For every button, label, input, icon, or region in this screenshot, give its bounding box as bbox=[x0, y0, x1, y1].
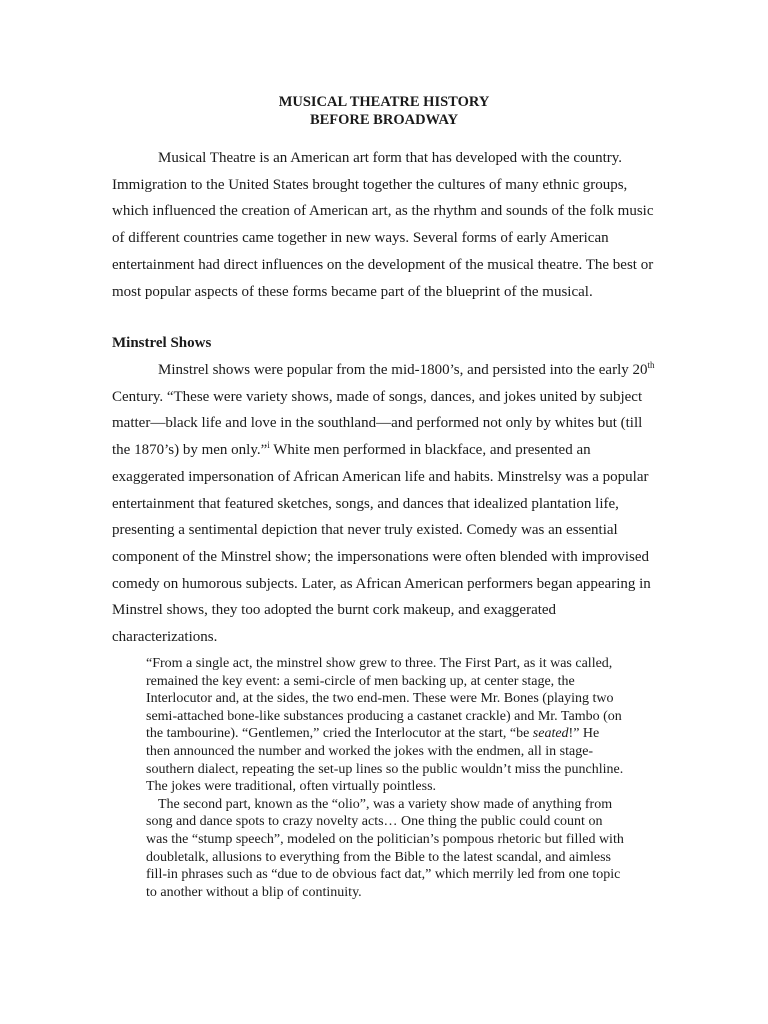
quote-text-1b: !” He then announced the number and worked the jokes with the endmen, all in stage-southern dialect, repeating the set-up lines so the public wouldn’t miss the punchline. The jokes were traditional, often virtually pointless. bbox=[146, 726, 624, 795]
quote-paragraph-1 bbox=[146, 655, 626, 796]
intro-paragraph: Musical Theatre is an American art form that has developed with the country. Immigration to the United States brought together the cultures of many ethnic groups, which influenced the creation of American art, as the rhythm and sounds of the folk music of different countries came together in new ways. Several forms of early American entertainment had direct influences on the development of the musical theatre. The best or most popular aspects of these forms became part of the blueprint of the musical. bbox=[112, 150, 654, 300]
minstrel-text-start: Minstrel shows were popular from the mid-1800’s, and persisted into the early 20 bbox=[158, 362, 648, 378]
quote-emphasis: seated bbox=[532, 726, 569, 742]
block-quote bbox=[146, 655, 626, 901]
quote-text-1a: “From a single act, the minstrel show grew to three. The First Part, as it was called, remained the key event: a semi-circle of men backing up, at center stage, the Interlocutor and, at the sides, the two end-men. These were Mr. Bones (playing two semi-attached bone-like substances producing a castanet crackle) and Mr. Tambo (on the tambourine). “Gentlemen,” cried the Interlocutor at the start, “be bbox=[146, 656, 622, 742]
minstrel-section bbox=[112, 357, 657, 651]
ordinal-superscript: th bbox=[647, 360, 655, 370]
title-line-2: BEFORE BROADWAY bbox=[309, 112, 459, 128]
intro-section bbox=[112, 145, 657, 305]
footnote-marker: i bbox=[267, 440, 270, 451]
minstrel-text-end: White men performed in blackface, and presented an exaggerated impersonation of African American life and habits. Minstrelsy was a popular entertainment that featured sketches, songs, and dances that idealized plantation life, presenting a sentimental depiction that never truly existed. Comedy was an essential component of the Minstrel show; the impersonations were often blended with improvised comedy on humorous subjects. Later, as African American performers began appearing in Minstrel shows, they too adopted the burnt cork makeup, and exaggerated characterizations. bbox=[112, 442, 651, 646]
minstrel-paragraph bbox=[112, 357, 657, 651]
title-line-1: MUSICAL THEATRE HISTORY bbox=[278, 94, 490, 110]
minstrel-text-mid: Century. “These were variety shows, made of songs, dances, and jokes united by subject matter—black life and love in the southland—and performed not only by whites but (till the 1870’s) by men only.” bbox=[112, 388, 643, 459]
page-title bbox=[0, 93, 768, 129]
section-heading-minstrel: Minstrel Shows bbox=[112, 335, 212, 351]
quote-paragraph-2: The second part, known as the “olio”, was a variety show made of anything from song and dance spots to crazy novelty acts… One thing the public could count on was the “stump speech”, modeled on the politician’s pompous rhetoric but filled with doubletalk, allusions to everything from the Bible to the latest scandal, and aimless fill-in phrases such as “due to de obvious fact dat,” which merrily led from one topic to another without a blip of continuity. bbox=[146, 796, 624, 900]
